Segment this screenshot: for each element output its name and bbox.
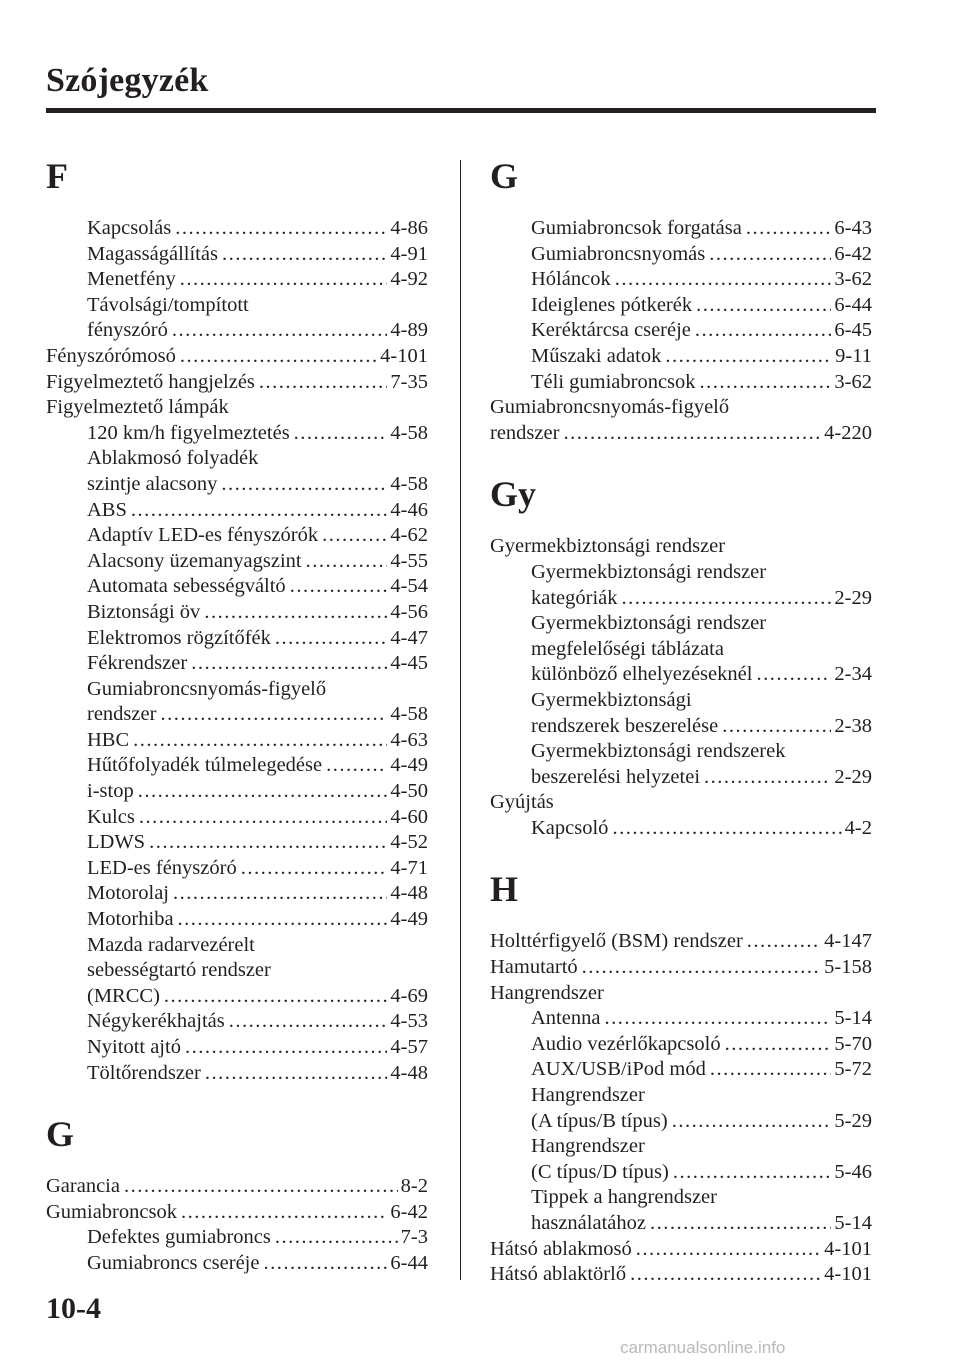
index-entry	[46, 318, 428, 344]
entry-text: Kapcsoló	[531, 816, 609, 839]
index-entry	[46, 344, 428, 370]
dot-leader	[704, 765, 831, 791]
section-letter: H	[490, 869, 519, 910]
section-letter: G	[46, 1114, 75, 1155]
index-entry	[490, 1211, 872, 1237]
index-entry	[46, 856, 428, 882]
entry-page-ref: 5-158	[824, 956, 872, 979]
entry-text: Antenna	[531, 1007, 601, 1030]
entry-text: AUX/USB/iPod mód	[531, 1058, 706, 1081]
entry-text: LDWS	[87, 831, 146, 854]
index-entry	[46, 498, 428, 524]
entry-page-ref: 4-52	[390, 831, 428, 854]
index-entry	[490, 955, 872, 981]
dot-leader	[133, 728, 387, 754]
dot-leader	[290, 574, 388, 600]
dot-leader	[710, 1057, 832, 1083]
entry-page-ref: 6-42	[834, 242, 872, 265]
entry-page-ref: 5-70	[834, 1032, 872, 1055]
entry-page-ref: 9-11	[835, 344, 872, 367]
entry-page-ref: 2-29	[834, 586, 872, 609]
dot-leader	[622, 586, 832, 612]
entry-text: Adaptív LED-es fényszórók	[87, 524, 319, 547]
dot-leader	[722, 714, 831, 740]
index-entry	[46, 472, 428, 498]
entry-page-ref: 4-58	[390, 421, 428, 444]
entry-text: Hangrendszer	[531, 1135, 645, 1158]
index-entry	[46, 395, 428, 421]
entry-text: i-stop	[87, 780, 134, 803]
index-entry	[490, 662, 872, 688]
entry-page-ref: 4-46	[390, 498, 428, 521]
index-entry	[490, 765, 872, 791]
entry-text: Téli gumiabroncsok	[531, 370, 696, 393]
entry-text: Kulcs	[87, 805, 135, 828]
entry-page-ref: 4-86	[390, 217, 428, 239]
index-entry	[490, 242, 872, 268]
entry-text: Műszaki adatok	[531, 344, 662, 367]
entry-page-ref: 4-62	[390, 524, 428, 547]
entry-page-ref: 4-49	[390, 754, 428, 777]
index-entry	[46, 216, 428, 242]
dot-leader	[180, 344, 377, 370]
entry-page-ref: 4-91	[390, 242, 428, 265]
dot-leader	[178, 907, 388, 933]
dot-leader	[241, 856, 388, 882]
index-entry	[46, 933, 428, 959]
dot-leader	[131, 498, 388, 524]
entry-text: 120 km/h figyelmeztetés	[87, 421, 290, 444]
dot-leader	[756, 662, 831, 688]
entry-page-ref: 4-147	[824, 930, 872, 953]
dot-leader	[259, 370, 388, 396]
index-entry	[46, 549, 428, 575]
dot-leader	[138, 779, 388, 805]
index-entry	[46, 1009, 428, 1035]
entry-text: Biztonsági öv	[87, 600, 201, 623]
entry-text: Gumiabroncsnyomás-figyelő	[87, 677, 327, 700]
dot-leader	[164, 984, 388, 1010]
entry-text: Gumiabroncsnyomás	[531, 242, 706, 265]
index-entry	[46, 830, 428, 856]
entry-page-ref: 4-69	[390, 984, 428, 1007]
section-letter: F	[46, 156, 68, 196]
entry-page-ref: 4-47	[390, 626, 428, 649]
entry-page-ref: 5-72	[834, 1058, 872, 1081]
index-entry	[490, 1032, 872, 1058]
entry-text: Motorolaj	[87, 882, 169, 905]
index-entry	[46, 1251, 428, 1277]
entry-page-ref: 4-55	[390, 549, 428, 572]
dot-leader	[695, 318, 832, 344]
index-entry	[46, 1200, 428, 1226]
entry-text: Hűtőfolyadék túlmelegedése	[87, 754, 323, 777]
entry-text: Garancia	[46, 1175, 120, 1198]
entry-page-ref: 4-101	[380, 344, 428, 367]
entry-text: Hangrendszer	[531, 1084, 645, 1107]
entry-text: Figyelmeztető lámpák	[46, 396, 229, 419]
index-entry	[46, 805, 428, 831]
dot-leader	[612, 816, 841, 842]
dot-leader	[630, 1262, 821, 1288]
entry-page-ref: 2-34	[834, 663, 872, 686]
entry-text: Gyermekbiztonsági rendszerek	[531, 740, 786, 763]
index-entry	[490, 1262, 872, 1288]
dot-leader	[326, 753, 387, 779]
entry-text: használatához	[531, 1212, 646, 1234]
entry-page-ref: 5-14	[834, 1007, 872, 1030]
index-entry	[46, 907, 428, 933]
header-rule	[46, 108, 876, 113]
index-entry	[46, 370, 428, 396]
entry-page-ref: 4-101	[824, 1237, 872, 1260]
entry-text: Gumiabroncsok	[46, 1200, 177, 1223]
entry-text: különböző elhelyezéseknél	[531, 663, 753, 686]
entry-page-ref: 6-44	[834, 293, 872, 316]
entry-text: Automata sebességváltó	[87, 575, 286, 598]
entry-page-ref: 6-42	[390, 1200, 428, 1223]
entry-page-ref: 5-29	[834, 1109, 872, 1132]
index-entry	[490, 1006, 872, 1032]
entry-text: Tippek a hangrendszer	[531, 1186, 717, 1209]
index-entry	[46, 446, 428, 472]
section-letter: Gy	[490, 474, 537, 515]
entry-text: rendszerek beszerelése	[531, 714, 719, 737]
entry-text: Holttérfigyelő (BSM) rendszer	[490, 930, 743, 953]
entry-text: rendszer	[490, 421, 560, 444]
index-entry	[46, 779, 428, 805]
index-entry	[46, 421, 428, 447]
dot-leader	[275, 1225, 398, 1251]
entry-page-ref: 3-62	[834, 268, 872, 291]
index-entry	[46, 728, 428, 754]
index-entry	[46, 677, 428, 703]
index-entry	[46, 984, 428, 1010]
entry-text: fényszóró	[87, 319, 168, 342]
dot-leader	[181, 1200, 387, 1226]
index-entry	[46, 651, 428, 677]
index-entry	[490, 1057, 872, 1083]
index-entry	[46, 702, 428, 728]
index-entry	[490, 816, 872, 842]
column-divider	[460, 160, 461, 1280]
dot-leader	[205, 1061, 388, 1087]
dot-leader	[636, 1237, 821, 1263]
entry-page-ref: 4-49	[390, 908, 428, 931]
entry-page-ref: 4-60	[390, 805, 428, 828]
entry-text: Gumiabroncsok forgatása	[531, 217, 742, 239]
index-entry	[490, 267, 872, 293]
entry-page-ref: 4-63	[390, 728, 428, 751]
index-entry	[490, 370, 872, 396]
dot-leader	[172, 318, 388, 344]
dot-leader	[709, 242, 831, 268]
entry-page-ref: 6-45	[834, 319, 872, 342]
entry-text: Figyelmeztető hangjelzés	[46, 370, 255, 393]
index-entry	[490, 611, 872, 637]
entry-text: Ideiglenes pótkerék	[531, 293, 693, 316]
entry-page-ref: 4-71	[390, 856, 428, 879]
entry-text: Távolsági/tompított	[87, 293, 249, 316]
index-entry	[46, 1225, 428, 1251]
entry-page-ref: 4-48	[390, 1061, 428, 1084]
entry-text: Audio vezérlőkapcsoló	[531, 1032, 721, 1055]
entry-page-ref: 5-46	[834, 1160, 872, 1183]
entry-text: Elektromos rögzítőfék	[87, 626, 271, 649]
entry-text: Hóláncok	[531, 268, 611, 291]
entry-page-ref: 2-38	[834, 714, 872, 737]
entry-text: Hátsó ablaktörlő	[490, 1263, 627, 1286]
index-entry	[490, 637, 872, 663]
entry-page-ref: 4-2	[844, 816, 872, 839]
entry-page-ref: 4-50	[390, 780, 428, 803]
entry-page-ref: 4-56	[390, 600, 428, 623]
index-entry	[46, 600, 428, 626]
index-entry	[490, 586, 872, 612]
entry-text: Gyújtás	[490, 791, 554, 814]
entry-page-ref: 4-57	[390, 1036, 428, 1058]
index-entry	[46, 1174, 428, 1200]
dot-leader	[139, 805, 388, 831]
dot-leader	[124, 1174, 398, 1200]
dot-leader	[746, 216, 832, 242]
dot-leader	[700, 370, 832, 396]
index-entry	[46, 242, 428, 268]
entry-text: ABS	[87, 498, 127, 521]
index-entry	[490, 421, 872, 447]
dot-leader	[673, 1160, 832, 1186]
index-entry	[490, 216, 872, 242]
dot-leader	[185, 1035, 387, 1061]
index-entry	[46, 267, 428, 293]
index-entry	[490, 929, 872, 955]
entry-page-ref: 7-35	[390, 370, 428, 393]
entry-page-ref: 3-62	[834, 370, 872, 393]
entry-page-ref: 4-58	[390, 703, 428, 726]
entry-text: sebességtartó rendszer	[87, 959, 271, 982]
index-entry	[46, 1035, 428, 1061]
entry-text: Defektes gumiabroncs	[87, 1226, 271, 1249]
index-entry	[490, 1237, 872, 1263]
index-entry	[46, 958, 428, 984]
section-letter: G	[490, 156, 519, 196]
entry-text: Motorhiba	[87, 908, 174, 931]
index-entry	[46, 523, 428, 549]
index-entry	[490, 560, 872, 586]
dot-leader	[322, 523, 387, 549]
dot-leader	[222, 242, 387, 268]
entry-text: Ablakmosó folyadék	[87, 447, 259, 470]
entry-page-ref: 4-48	[390, 882, 428, 905]
entry-text: Hamutartó	[490, 956, 578, 979]
entry-text: Fényszórómosó	[46, 344, 176, 367]
watermark: carmanualsonline.info	[620, 1338, 786, 1357]
index-entry	[490, 1185, 872, 1211]
entry-text: szintje alacsony	[87, 472, 218, 495]
index-entry	[490, 688, 872, 714]
entry-text: beszerelési helyzetei	[531, 765, 701, 788]
entry-text: Töltőrendszer	[87, 1061, 201, 1084]
index-entry	[490, 714, 872, 740]
index-entry	[46, 881, 428, 907]
index-entry	[490, 1109, 872, 1135]
dot-leader	[306, 549, 388, 575]
index-entry	[46, 1061, 428, 1087]
index-entry	[490, 318, 872, 344]
entry-text: (C típus/D típus)	[531, 1160, 669, 1183]
dot-leader	[650, 1211, 831, 1237]
entry-text: Négykerékhajtás	[87, 1010, 225, 1033]
index-entry	[490, 1160, 872, 1186]
entry-page-ref: 4-45	[390, 652, 428, 675]
dot-leader	[725, 1032, 832, 1058]
dot-leader	[582, 955, 822, 981]
dot-leader	[615, 267, 832, 293]
dot-leader	[263, 1251, 387, 1277]
entry-text: rendszer	[87, 703, 157, 726]
dot-leader	[747, 929, 821, 955]
index-column-left	[46, 150, 428, 1277]
entry-text: Mazda radarvezérelt	[87, 933, 255, 956]
entry-text: kategóriák	[531, 586, 618, 609]
entry-page-ref: 7-3	[400, 1226, 428, 1249]
entry-text: Gyermekbiztonsági rendszer	[531, 560, 767, 583]
page-number: 10-4	[46, 1292, 101, 1325]
dot-leader	[160, 702, 387, 728]
entry-text: (A típus/B típus)	[531, 1109, 668, 1132]
index-entry	[46, 293, 428, 319]
index-entry	[490, 395, 872, 421]
entry-page-ref: 4-58	[390, 472, 428, 495]
dot-leader	[275, 626, 388, 652]
entry-text: Gumiabroncsnyomás-figyelő	[490, 396, 730, 419]
dot-leader	[175, 216, 387, 242]
entry-text: Gyermekbiztonsági rendszer	[490, 535, 726, 558]
dot-leader	[294, 421, 388, 447]
entry-text: LED-es fényszóró	[87, 856, 237, 879]
index-entry	[490, 1134, 872, 1160]
entry-text: Keréktárcsa cseréje	[531, 319, 691, 342]
entry-text: Menetfény	[87, 268, 176, 291]
dot-leader	[191, 651, 387, 677]
index-entry	[490, 790, 872, 816]
index-entry	[46, 753, 428, 779]
entry-text: Hátsó ablakmosó	[490, 1237, 632, 1260]
entry-page-ref: 6-43	[834, 217, 872, 239]
entry-text: Hangrendszer	[490, 981, 604, 1004]
entry-page-ref: 8-2	[400, 1175, 428, 1198]
dot-leader	[696, 293, 831, 319]
entry-text: Nyitott ajtó	[87, 1036, 181, 1058]
entry-text: Gyermekbiztonsági	[531, 688, 692, 711]
index-column-right	[490, 150, 872, 1288]
dot-leader	[221, 472, 387, 498]
index-entry	[46, 626, 428, 652]
dot-leader	[149, 830, 387, 856]
index-entry	[490, 534, 872, 560]
entry-page-ref: 6-44	[390, 1251, 428, 1274]
entry-text: Alacsony üzemanyagszint	[87, 549, 302, 572]
entry-text: Kapcsolás	[87, 217, 172, 239]
entry-text: Gumiabroncs cseréje	[87, 1251, 260, 1274]
entry-page-ref: 4-220	[824, 421, 872, 444]
entry-text: HBC	[87, 728, 130, 751]
dot-leader	[672, 1109, 832, 1135]
index-entry	[490, 1083, 872, 1109]
dot-leader	[604, 1006, 831, 1032]
dot-leader	[563, 421, 821, 447]
dot-leader	[173, 881, 387, 907]
index-entry	[490, 739, 872, 765]
page-header-title: Szójegyzék	[46, 62, 209, 99]
index-entry	[46, 574, 428, 600]
entry-text: Magasságállítás	[87, 242, 218, 265]
entry-page-ref: 4-89	[390, 319, 428, 342]
index-entry	[490, 344, 872, 370]
dot-leader	[665, 344, 832, 370]
entry-page-ref: 2-29	[834, 765, 872, 788]
entry-page-ref: 4-92	[390, 268, 428, 291]
entry-page-ref: 4-54	[390, 575, 428, 598]
entry-page-ref: 4-53	[390, 1010, 428, 1033]
entry-text: (MRCC)	[87, 984, 160, 1007]
dot-leader	[229, 1009, 388, 1035]
entry-text: megfelelőségi táblázata	[531, 637, 724, 660]
entry-page-ref: 4-101	[824, 1263, 872, 1286]
index-entry	[490, 981, 872, 1007]
dot-leader	[180, 267, 388, 293]
entry-text: Gyermekbiztonsági rendszer	[531, 612, 767, 635]
entry-text: Fékrendszer	[87, 652, 188, 675]
index-entry	[490, 293, 872, 319]
entry-page-ref: 5-14	[834, 1212, 872, 1234]
dot-leader	[204, 600, 387, 626]
